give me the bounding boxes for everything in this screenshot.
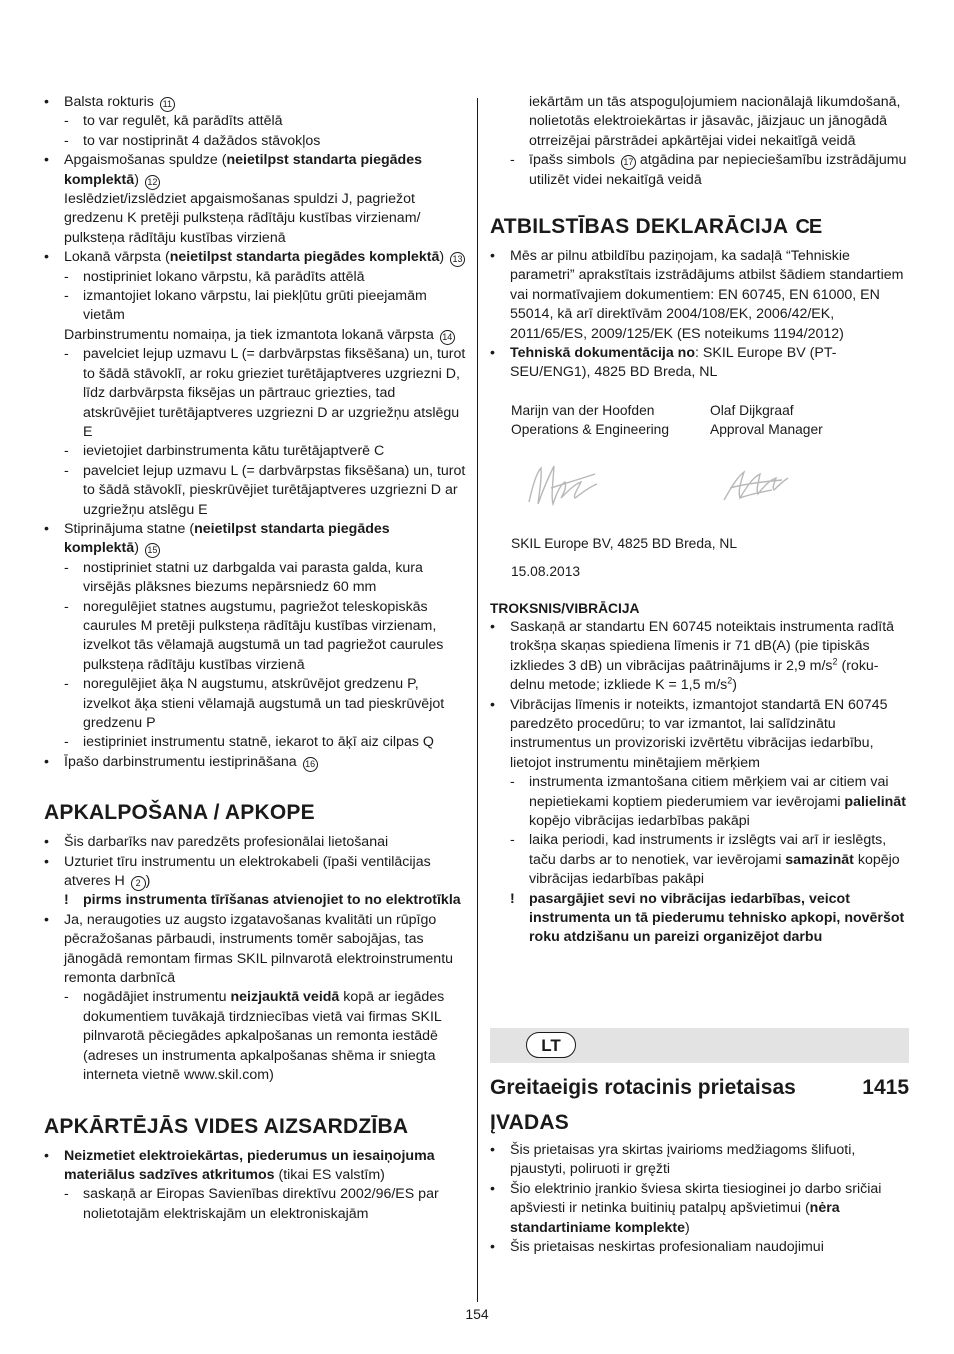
product-title: Greitaeigis rotacinis prietaisas 1415 — [490, 1074, 909, 1102]
declaration-list — [490, 247, 909, 383]
list-item: - ievietojiet darbinstrumenta kātu turētājaptverē C — [44, 442, 466, 461]
list-item: - nogādājiet instrumentu neizjauktā veidā kopā ar iegādes dokumentiem tuvākajā tirdzniecības vietā vai firmas SKIL pilnvarotā pēciegādes apkalpošanas un remonta iestādē (adreses un instrumenta apkalpošanas shēma ir sniegta interneta vietnē www.skil.com) — [44, 988, 466, 1085]
list-item: - iestipriniet instrumentu statnē, iekarot to āķī aiz cilpas Q — [44, 733, 466, 752]
callout-number: 16 — [303, 757, 318, 772]
list-item: - pavelciet lejup uzmavu L (= darbvārpstas fiksēšana) un, turot to šādā stāvoklī, ar roku grieziet turētājaptveres uzgriezni D, līdz darbvārpsta fiksējas un pārtrauc griezties, tad atskrūvējiet turētājaptveres uzgriezni D ar uzgriežņu atslēgu E — [44, 345, 466, 442]
section-heading-declaration: ATBILSTĪBAS DEKLARĀCIJA CE — [490, 215, 822, 239]
environment-list-continued — [490, 93, 909, 190]
callout-number: 17 — [621, 155, 636, 170]
list-item: Ieslēdziet/izslēdziet apgaismošanas spuldzi J, pagriežot gredzenu K pretēji pulksteņa rādītāju kustības virzienam/ pulksteņa rādītāju kustības virzienā — [64, 191, 421, 246]
section-heading-intro: ĮVADAS — [490, 1111, 569, 1134]
signature-block — [511, 401, 909, 582]
left-column — [44, 93, 466, 1224]
callout-number: 13 — [450, 252, 465, 267]
callout-number: 15 — [145, 543, 160, 558]
signature-image — [511, 454, 710, 520]
list-item: - īpašs simbols 17 atgādina par nepieciešamību izstrādājumu utilizēt videi nekaitīgā veidā — [490, 151, 909, 190]
callout-number: 11 — [160, 97, 175, 112]
ce-mark-icon: CE — [795, 216, 822, 239]
handwritten-signature-icon — [511, 454, 611, 516]
declaration-date: 15.08.2013 — [511, 564, 581, 580]
callout-number: 2 — [131, 876, 146, 891]
list-item: • Lokanā vārpsta (neietilpst standarta piegādes komplektā) 13 — [44, 248, 466, 267]
signatory-title: Operations & Engineering — [511, 422, 669, 438]
company-address: SKIL Europe BV, 4825 BD Breda, NL — [511, 535, 738, 551]
list-item: - nostipriniet statni uz darbgalda vai parasta galda, kura virsējās plāksnes biezums nepārsniedz 60 mm — [44, 559, 466, 598]
list-item: - noregulējiet statnes augstumu, pagriežot teleskopiskās caurules M pretēji pulksteņa rādītāju kustības virzienam, izvelkot tās vēlamajā augstumā un tad pagriežot caurules pulksteņa rādītāju kustības virzienā — [44, 598, 466, 676]
list-item: • Vibrācijas līmenis ir noteikts, izmantojot standartā EN 60745 paredzēto procedūru; to var izmantot, lai salīdzinātu instrumentus un provizoriski izvērtētu vibrācijas iedarbību, lietojot instrumentu minētajiem mērķiem — [490, 696, 909, 774]
list-item: • Ja, neraugoties uz augsto izgatavošanas kvalitāti un rūpīgo pēcražošanas pārbaudi, instruments tomēr sabojājas, tas jānogādā remontam firmas SKIL pilnvarotā elektroinstrumentu remonta darbnīcā — [44, 911, 466, 989]
model-number: 1415 — [862, 1076, 909, 1099]
list-item: • Šis prietaisas yra skirtas įvairioms medžiagoms šlifuoti, pjaustyti, poliruoti ir gręžti — [490, 1141, 909, 1180]
column-divider — [477, 98, 478, 1302]
maintenance-list — [44, 833, 466, 1085]
list-item: • Apgaismošanas spuldze (neietilpst standarta piegādes komplektā) 12 — [44, 151, 466, 190]
list-item: - pavelciet lejup uzmavu L (= darbvārpstas fiksēšana) un, turot to šādā stāvoklī, pieskrūvējiet turētājaptveres uzgriezni D ar uzgriežņu atslēgu E — [44, 462, 466, 520]
section-heading-maintenance: APKALPOŠANA / APKOPE — [44, 801, 315, 825]
list-item: • Uzturiet tīru instrumentu un elektrokabeli (īpaši ventilācijas atveres H 2 ) — [44, 853, 466, 892]
language-badge: LT — [526, 1032, 576, 1058]
warning-item: ! pasargājiet sevi no vibrācijas iedarbības, veicot instrumenta un tā piederumu tehnisko apkopi, novēršot roku atdzišanu un pareizi organizējot darbu — [490, 890, 909, 948]
list-item: - laika periodi, kad instruments ir izslēgts vai arī ir ieslēgts, taču darbs ar to nenotiek, var ievērojami samazināt kopējo vibrācijas iedarbības pakāpi — [490, 831, 909, 889]
signatory-name: Olaf Dijkgraaf — [710, 402, 794, 418]
list-item: • Stiprinājuma statne (neietilpst standarta piegādes komplektā) 15 — [44, 520, 466, 559]
right-column — [490, 93, 909, 948]
environment-list — [44, 1147, 466, 1225]
list-item: - nostipriniet lokano vārpstu, kā parādīts attēlā — [44, 268, 466, 287]
list-item: • Balsta rokturis 11 — [44, 93, 466, 112]
list-item: - noregulējiet āķa N augstumu, atskrūvējot gredzenu P, izvelkot āķa stieni vēlamajā augstumā un tad pieskrūvējot gredzenu P — [44, 675, 466, 733]
warning-item: ! pirms instrumenta tīrīšanas atvienojiet to no elektrotīkla — [44, 891, 466, 910]
list-item: • Tehniskā dokumentācija no: SKIL Europe BV (PT-SEU/ENG1), 4825 BD Breda, NL — [490, 344, 909, 383]
section-heading-noise: TROKSNIS/VIBRĀCIJA — [490, 600, 640, 616]
list-item: - instrumenta izmantošana citiem mērķiem vai ar citiem vai nepietiekami koptiem piederumiem var ievērojami palielināt kopējo vibrācijas iedarbības pakāpi — [490, 773, 909, 831]
list-item: - izmantojiet lokano vārpstu, lai piekļūtu grūti pieejamām vietām — [44, 287, 466, 326]
list-item: - to var nostiprināt 4 dažādos stāvokļos — [44, 132, 466, 151]
intro-list — [490, 1141, 909, 1257]
signatory-name: Marijn van der Hoofden — [511, 402, 655, 418]
signatory-title: Approval Manager — [710, 422, 823, 438]
noise-list — [490, 618, 909, 948]
list-item: • Šis prietaisas neskirtas profesionaliam naudojimui — [490, 1238, 909, 1257]
list-item: • Mēs ar pilnu atbildību paziņojam, ka sadaļā “Tehniskie parametri” aprakstītais izstrādājums atbilst šādiem standartiem vai normatīvajiem dokumentiem: EN 60745, EN 61000, EN 55014, kā arī direktīvām 2004/108/EK, 2006/42/EK, 2011/65/ES, 2009/125/EK (ES noteikums 1194/2012) — [490, 247, 909, 344]
list-item: - to var regulēt, kā parādīts attēlā — [44, 112, 466, 131]
lt-intro — [490, 1111, 909, 1257]
list-item: • Šio elektrinio įrankio šviesa skirta tiesioginei jo darbo sričiai apšviesti ir netinka buitinių patalpų apšvietimui (nėra standartiniame komplekte) — [490, 1180, 909, 1238]
list-item: • Neizmetiet elektroiekārtas, piederumus un iesaiņojuma materiālus sadzīves atkritumos (tikai ES valstīm) — [44, 1147, 466, 1186]
list-item: • Īpašo darbinstrumentu iestiprināšana 16 — [44, 753, 466, 772]
signature-image — [710, 454, 909, 520]
callout-number: 14 — [440, 330, 455, 345]
list-item: • Saskaņā ar standartu EN 60745 noteiktais instrumenta radītā trokšņa skaņas spiediena līmenis ir 71 dB(A) (pie tipiskās izkliedes 3 dB) un vibrācijas paātrinājums ir 2,9 $m/s^2$ (roku-delnu metode; izkliede K = 1,5 $m/s^2$) — [490, 618, 909, 696]
page-number: 154 — [465, 1306, 489, 1322]
list-item: Darbinstrumentu nomaiņa, ja tiek izmantota lokanā vārpsta 14 — [44, 326, 466, 345]
list-item: • Šis darbarīks nav paredzēts profesionālai lietošanai — [44, 833, 466, 852]
handwritten-signature-icon — [710, 454, 800, 516]
list-item: iekārtām un tās atspoguļojumiem nacionālajā likumdošanā, nolietotās elektroiekārtas ir jāsavāc, jāizjauc un jānogādā otrreizējai pārstrādei apkārtējai videi nekaitīgā veidā — [529, 94, 901, 149]
section-heading-environment: APKĀRTĒJĀS VIDES AIZSARDZĪBA — [44, 1114, 409, 1138]
language-bar — [490, 1028, 909, 1063]
accessories-list — [44, 93, 466, 772]
list-item: - saskaņā ar Eiropas Savienības direktīvu 2002/96/ES par nolietotajām elektriskajām un elektroniskajām — [44, 1185, 466, 1224]
callout-number: 12 — [145, 175, 160, 190]
